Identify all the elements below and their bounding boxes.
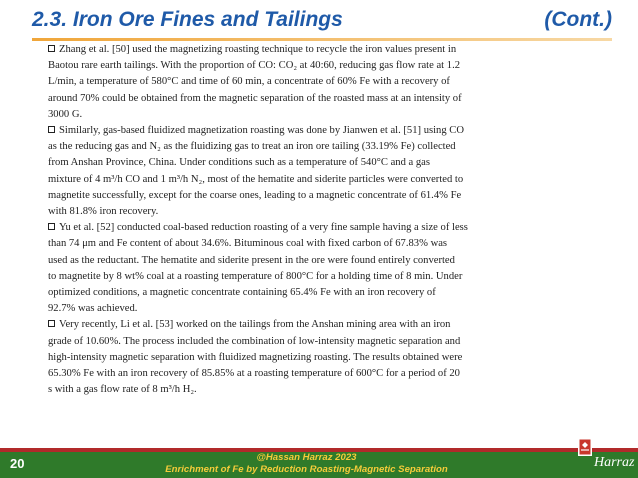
credit-subtitle: Enrichment of Fe by Reduction Roasting-Magnetic Separation — [165, 464, 448, 475]
bullet-line: as the reducing gas and N₂ as the fluidizing gas to treat an iron ore tailing (33.19% Fe) collected — [48, 141, 456, 153]
checkbox-bullet-icon — [48, 223, 55, 230]
bullet-line: grade of 10.60%. The process included the combination of low-intensity magnetic separation and — [48, 335, 461, 347]
bullet-item-4 — [48, 317, 594, 398]
bullet-line: Yu et al. [52] conducted coal-based reduction roasting of a very fine sample having a size of less — [48, 220, 594, 236]
bullet-line: s with a gas flow rate of 8 m³/h H₂. — [48, 384, 197, 396]
bullet-line: optimized conditions, a magnetic concentrate containing 65.4% Fe with an iron recovery of — [48, 287, 436, 299]
slide-footer — [0, 452, 638, 478]
bullet-line: Zhang et al. [50] used the magnetizing roasting technique to recycle the iron values present in — [48, 42, 594, 58]
title-divider — [32, 38, 612, 41]
slide-body — [48, 42, 594, 398]
bullet-line: from Anshan Province, China. Under conditions such as a temperature of 540°C and a gas — [48, 157, 430, 169]
slide-title — [32, 8, 612, 38]
bullet-line: around 70% could be obtained from the magnetic separation of the roasted mass at an intensity of — [48, 92, 462, 104]
checkbox-bullet-icon — [48, 45, 55, 52]
bullet-line: L/min, a temperature of 580°C and time of 60 min, a concentrate of 60% Fe with a recovery of — [48, 76, 450, 88]
bullet-item-1 — [48, 42, 594, 123]
slide-title-main: 2.3. Iron Ore Fines and Tailings — [32, 8, 343, 31]
page-number: 20 — [10, 456, 25, 471]
harraz-logo-icon — [578, 436, 635, 476]
bullet-line: 92.7% was achieved. — [48, 303, 138, 315]
bullet-line: magnetite successfully, except for the coarse ones, leading to a magnetic concentrate of 61.4% Fe — [48, 189, 462, 201]
footer-credit — [165, 452, 448, 476]
checkbox-bullet-icon — [48, 126, 55, 133]
bullet-line: 3000 G. — [48, 108, 83, 120]
bullet-line: than 74 μm and Fe content of about 34.6%. Bituminous coal with fixed carbon of 67.83% was — [48, 238, 448, 250]
bullet-line: Baotou rare earth tailings. With the proportion of CO: CO₂ at 40:60, reducing gas flow rate at 1.2 — [48, 60, 461, 72]
bullet-line: to magnetite by 8 wt% coal at a roasting temperature of 800°C for a holding time of 8 min. Under — [48, 270, 463, 282]
bullet-item-3 — [48, 220, 594, 317]
bullet-item-2 — [48, 123, 594, 220]
bullet-line: mixture of 4 m³/h CO and 1 m³/h N₂, most of the hematite and siderite particles were converted to — [48, 173, 464, 185]
bullet-line: 65.30% Fe with an iron recovery of 85.85% at a roasting temperature of 600°C for a period of 20 — [48, 368, 460, 380]
bullet-line: used as the reductant. The hematite and siderite present in the ore were found entirely converted — [48, 254, 455, 266]
slide-title-cont: (Cont.) — [544, 8, 612, 31]
bullet-line: high-intensity magnetic separation with fluidized magnetizing roasting. The results obtained were — [48, 351, 463, 363]
svg-text:Harraz: Harraz — [594, 455, 635, 470]
bullet-line: Very recently, Li et al. [53] worked on the tailings from the Anshan mining area with an iron — [48, 317, 594, 333]
bullet-line: Similarly, gas-based fluidized magnetization roasting was done by Jianwen et al. [51] using CO — [48, 123, 594, 139]
bullet-line: with 81.8% iron recovery. — [48, 206, 159, 218]
checkbox-bullet-icon — [48, 320, 55, 327]
credit-author: @Hassan Harraz 2023 — [256, 452, 357, 463]
